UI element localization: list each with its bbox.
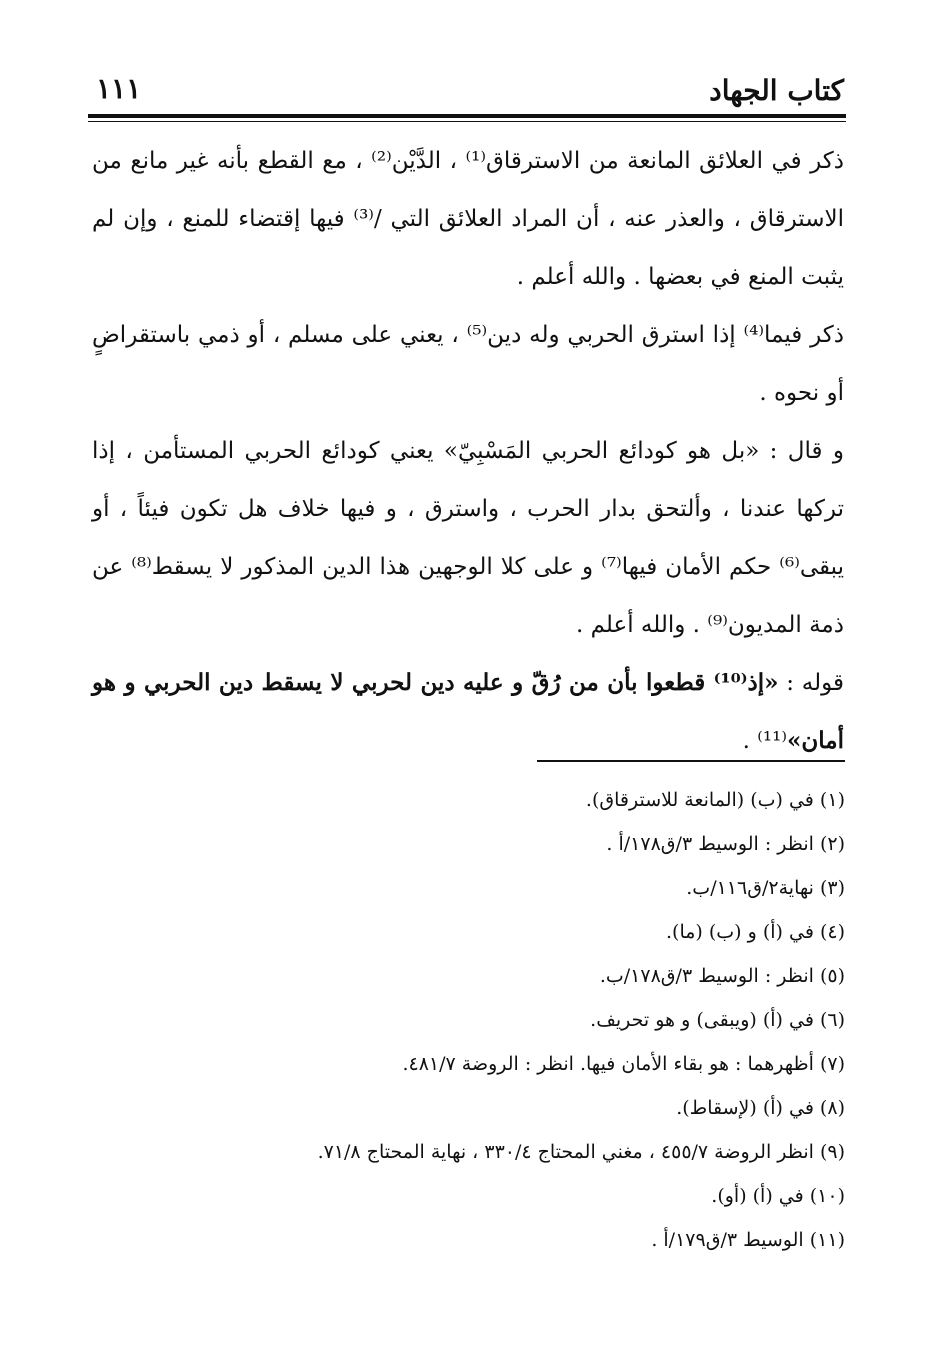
footnote: (٣) نهاية٢/ق١١٦/ب.	[686, 877, 845, 899]
footnote-separator	[537, 760, 845, 762]
footnote: (٨) في (أ) (لإسقاط).	[676, 1097, 845, 1119]
page-number: ١١١	[96, 72, 142, 105]
header-rule-thick	[88, 114, 846, 118]
footnotes	[225, 778, 845, 1262]
footnote: (٧) أظهرهما : هو بقاء الأمان فيها. انظر : الروضة ٤٨١/٧.	[402, 1053, 845, 1075]
main-text	[92, 132, 844, 770]
footnote: (٤) في (أ) و (ب) (ما).	[666, 921, 845, 943]
footnote: (١٠) في (أ) (أو).	[711, 1185, 845, 1207]
running-title: كتاب الجهاد	[709, 74, 844, 107]
header-rule-thin	[88, 121, 846, 122]
quote-lead: قوله :	[778, 670, 844, 696]
quote-tail: ⁽¹¹⁾ .	[742, 728, 788, 754]
paragraph	[92, 654, 844, 770]
footnote: (١١) الوسيط ٣/ق١٧٩/أ .	[651, 1229, 845, 1251]
footnote: (١) في (ب) (المانعة للاسترقاق).	[585, 789, 845, 811]
footnote: (٥) انظر : الوسيط ٣/ق١٧٨/ب.	[599, 965, 845, 987]
footnote: (٢) انظر : الوسيط ٣/ق١٧٨/أ .	[606, 833, 845, 855]
paragraph: ذكر فيما⁽⁴⁾ إذا استرق الحربي وله دين⁽⁵⁾ ، يعني على مسلم ، أو ذمي باستقراضٍ أو نحوه .	[92, 322, 844, 406]
quote-bold: «إذ⁽¹⁰⁾ قطعوا بأن من رُقّ و عليه دين لحربي لا يسقط دين الحربي و هو أمان»	[92, 669, 844, 754]
paragraph: ذكر في العلائق المانعة من الاسترقاق⁽¹⁾ ، الدَّيْن⁽²⁾ ، مع القطع بأنه غير مانع من الاسترقاق ، والعذر عنه ، أن المراد العلائق التي /⁽³⁾ فيها إقتضاء للمنع ، وإن لم يثبت المنع في بعضها . والله أعلم .	[92, 148, 844, 290]
paragraph: و قال : «بل هو كودائع الحربي المَسْبِيّ» يعني كودائع الحربي المستأمن ، إذا تركها عندنا ، وألتحق بدار الحرب ، واسترق ، و فيها خلاف هل تكون فيئاً ، أو يبقى⁽⁶⁾ حكم الأمان فيها⁽⁷⁾ و على كلا الوجهين هذا الدين المذكور لا يسقط⁽⁸⁾ عن ذمة المديون⁽⁹⁾ . والله أعلم .	[92, 438, 844, 638]
page-header	[88, 70, 846, 114]
footnote: (٦) في (أ) (ويبقى) و هو تحريف.	[590, 1009, 845, 1031]
footnote: (٩) انظر الروضة ٤٥٥/٧ ، مغني المحتاج ٣٣٠/٤ ، نهاية المحتاج ٧١/٨.	[317, 1141, 845, 1163]
